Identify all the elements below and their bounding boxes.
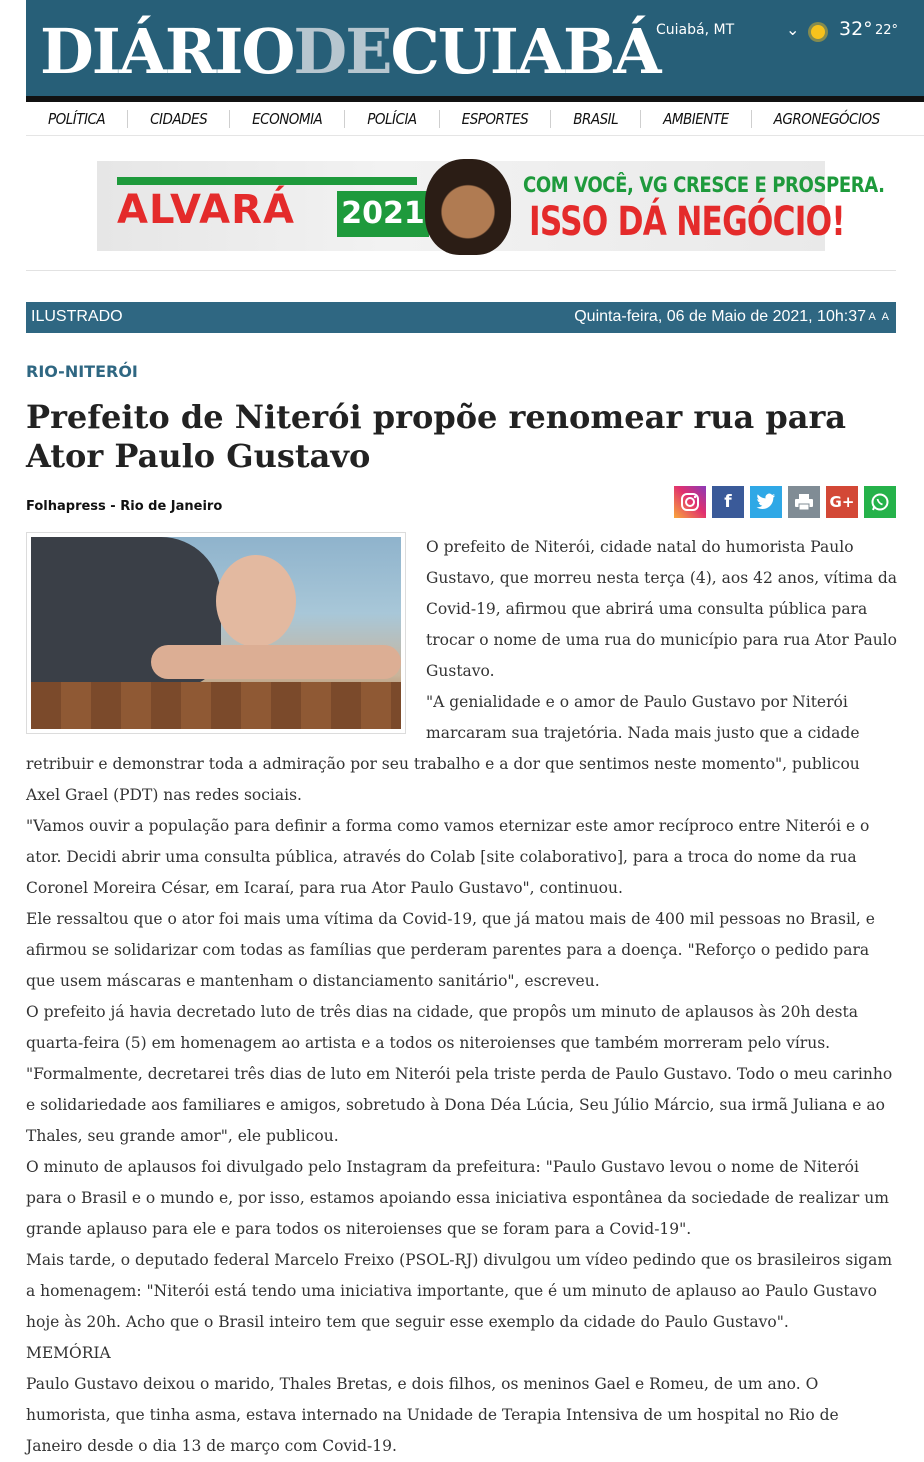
ad-slogan-line2: ISSO DÁ NEGÓCIO! bbox=[529, 199, 845, 245]
temperature-min: 22° bbox=[875, 23, 899, 38]
photo-spacer bbox=[26, 532, 426, 732]
ad-brand: ALVARÁ bbox=[117, 187, 295, 233]
ad-person-image bbox=[425, 159, 511, 255]
logo-part-cuiaba: CUIABÁ bbox=[390, 15, 660, 88]
article-title: Prefeito de Niterói propõe renomear rua para Ator Paulo Gustavo bbox=[26, 398, 847, 475]
sun-icon bbox=[811, 25, 825, 39]
print-icon[interactable] bbox=[788, 486, 820, 518]
article-paragraph: Paulo Gustavo deixou o marido, Thales Bretas, e dois filhos, os meninos Gael e Romeu, de um ano. O humorista, que tinha asma, estava internado na Unidade de Terapia Intensiva de um hospital no Rio de Janeiro desde o dia 13 de março com Covid-19. bbox=[26, 1375, 839, 1455]
section-name[interactable]: ILUSTRADO bbox=[31, 308, 123, 325]
twitter-icon[interactable] bbox=[750, 486, 782, 518]
ad-banner[interactable] bbox=[97, 161, 885, 251]
article-paragraph: O prefeito já havia decretado luto de três dias na cidade, que propôs um minuto de aplausos às 20h desta quarta-feira (5) em homenagem ao artista e a todos os niteroienses que também morreram pelo vírus. bbox=[26, 1003, 858, 1052]
weather-city: Cuiabá, MT bbox=[656, 22, 735, 38]
nav-item-agronegocios[interactable]: AGRONEGÓCIOS bbox=[773, 109, 880, 128]
temperature-max: 32° bbox=[839, 18, 873, 40]
article-byline: Folhapress - Rio de Janeiro bbox=[26, 499, 223, 514]
article-subheading: MEMÓRIA bbox=[26, 1344, 111, 1362]
nav-item-ambiente[interactable]: AMBIENTE bbox=[641, 110, 752, 128]
google-plus-icon[interactable]: G+ bbox=[826, 486, 858, 518]
instagram-icon[interactable] bbox=[674, 486, 706, 518]
ad-slogan-line1: COM VOCÊ, VG CRESCE E PROSPERA. bbox=[523, 173, 885, 197]
article-paragraph: Mais tarde, o deputado federal Marcelo Freixo (PSOL-RJ) divulgou um vídeo pedindo que os brasileiros sigam a homenagem: "Niterói está tendo uma iniciativa importante, que é um minuto de aplauso ao Paulo Gustavo hoje às 20h. Acho que o Brasil inteiro tem que seguir esse exemplo da cidade do Paulo Gustavo". bbox=[26, 1251, 893, 1331]
weather-widget[interactable] bbox=[656, 18, 916, 46]
nav-item-brasil[interactable]: BRASIL bbox=[551, 110, 641, 128]
section-bar bbox=[26, 302, 896, 333]
article-paragraph: Ele ressaltou que o ator foi mais uma vítima da Covid-19, que já matou mais de 400 mil pessoas no Brasil, e afirmou se solidarizar com todas as famílias que perderam parentes para a doença. "Reforço o pedido para que usem máscaras e mantenham o distanciamento sanitário", escreveu. bbox=[26, 910, 875, 990]
ad-stripe bbox=[117, 177, 417, 185]
site-logo[interactable] bbox=[40, 12, 659, 92]
article-date: Quinta-feira, 06 de Maio de 2021, 10h:37 bbox=[574, 308, 866, 325]
nav-item-cidades[interactable]: CIDADES bbox=[128, 110, 230, 128]
logo-part-de: DE bbox=[293, 15, 391, 88]
article-paragraph: "Vamos ouvir a população para definir a forma como vamos eternizar este amor recíproco entre Niterói e o ator. Decidi abrir uma consulta pública, através do Colab [site colaborativo], para a troca do nome da rua Coronel Moreira César, em Icaraí, para rua Ator Paulo Gustavo", continuou. bbox=[26, 817, 870, 897]
content-divider bbox=[26, 270, 896, 271]
font-size-control[interactable]: A A bbox=[868, 311, 891, 323]
chevron-down-icon[interactable]: ⌄ bbox=[786, 20, 800, 39]
facebook-icon[interactable]: f bbox=[712, 486, 744, 518]
nav-item-policia[interactable]: POLÍCIA bbox=[345, 110, 439, 128]
ad-year: 2021 bbox=[337, 191, 429, 237]
article-paragraph: O prefeito de Niterói, cidade natal do humorista Paulo Gustavo, que morreu nesta terça (4), aos 42 anos, vítima da Covid-19, afirmou que abrirá uma consulta pública para trocar o nome de uma rua do município para rua Ator Paulo Gustavo. bbox=[426, 538, 898, 680]
article-paragraph: O minuto de aplausos foi divulgado pelo Instagram da prefeitura: "Paulo Gustavo levou o nome de Niterói para o Brasil e o mundo e, por isso, estamos apoiando essa iniciativa espontânea da sociedade de realizar um grande aplauso para ele e para todos os niteroienses que se foram para a Covid-19". bbox=[26, 1158, 889, 1238]
article-body bbox=[26, 532, 898, 1462]
article-paragraph: "Formalmente, decretarei três dias de luto em Niterói pela triste perda de Paulo Gustavo. Todo o meu carinho e solidariedade aos familiares e amigos, sobretudo à Dona Déa Lúcia, Seu Júlio Márcio, sua irmã Juliana e ao Thales, seu grande amor", ele publicou. bbox=[26, 1065, 893, 1145]
logo-part-diario: DIÁRIO bbox=[40, 15, 294, 88]
nav-item-esportes[interactable]: ESPORTES bbox=[440, 110, 552, 128]
article-kicker: RIO-NITERÓI bbox=[26, 362, 138, 381]
share-buttons bbox=[674, 486, 896, 518]
main-nav bbox=[26, 102, 924, 136]
whatsapp-icon[interactable] bbox=[864, 486, 896, 518]
nav-item-politica[interactable]: POLÍTICA bbox=[26, 110, 128, 128]
nav-item-economia[interactable]: ECONOMIA bbox=[230, 110, 345, 128]
site-header bbox=[26, 0, 924, 96]
article-paragraph: "A genialidade e o amor de Paulo Gustavo por Niterói marcaram sua trajetória. Nada mais justo que a cidade retribuir e demonstrar toda a admiração por seu trabalho e a dor que sentimos neste momento", publicou Axel Grael (PDT) nas redes sociais. bbox=[26, 693, 860, 804]
